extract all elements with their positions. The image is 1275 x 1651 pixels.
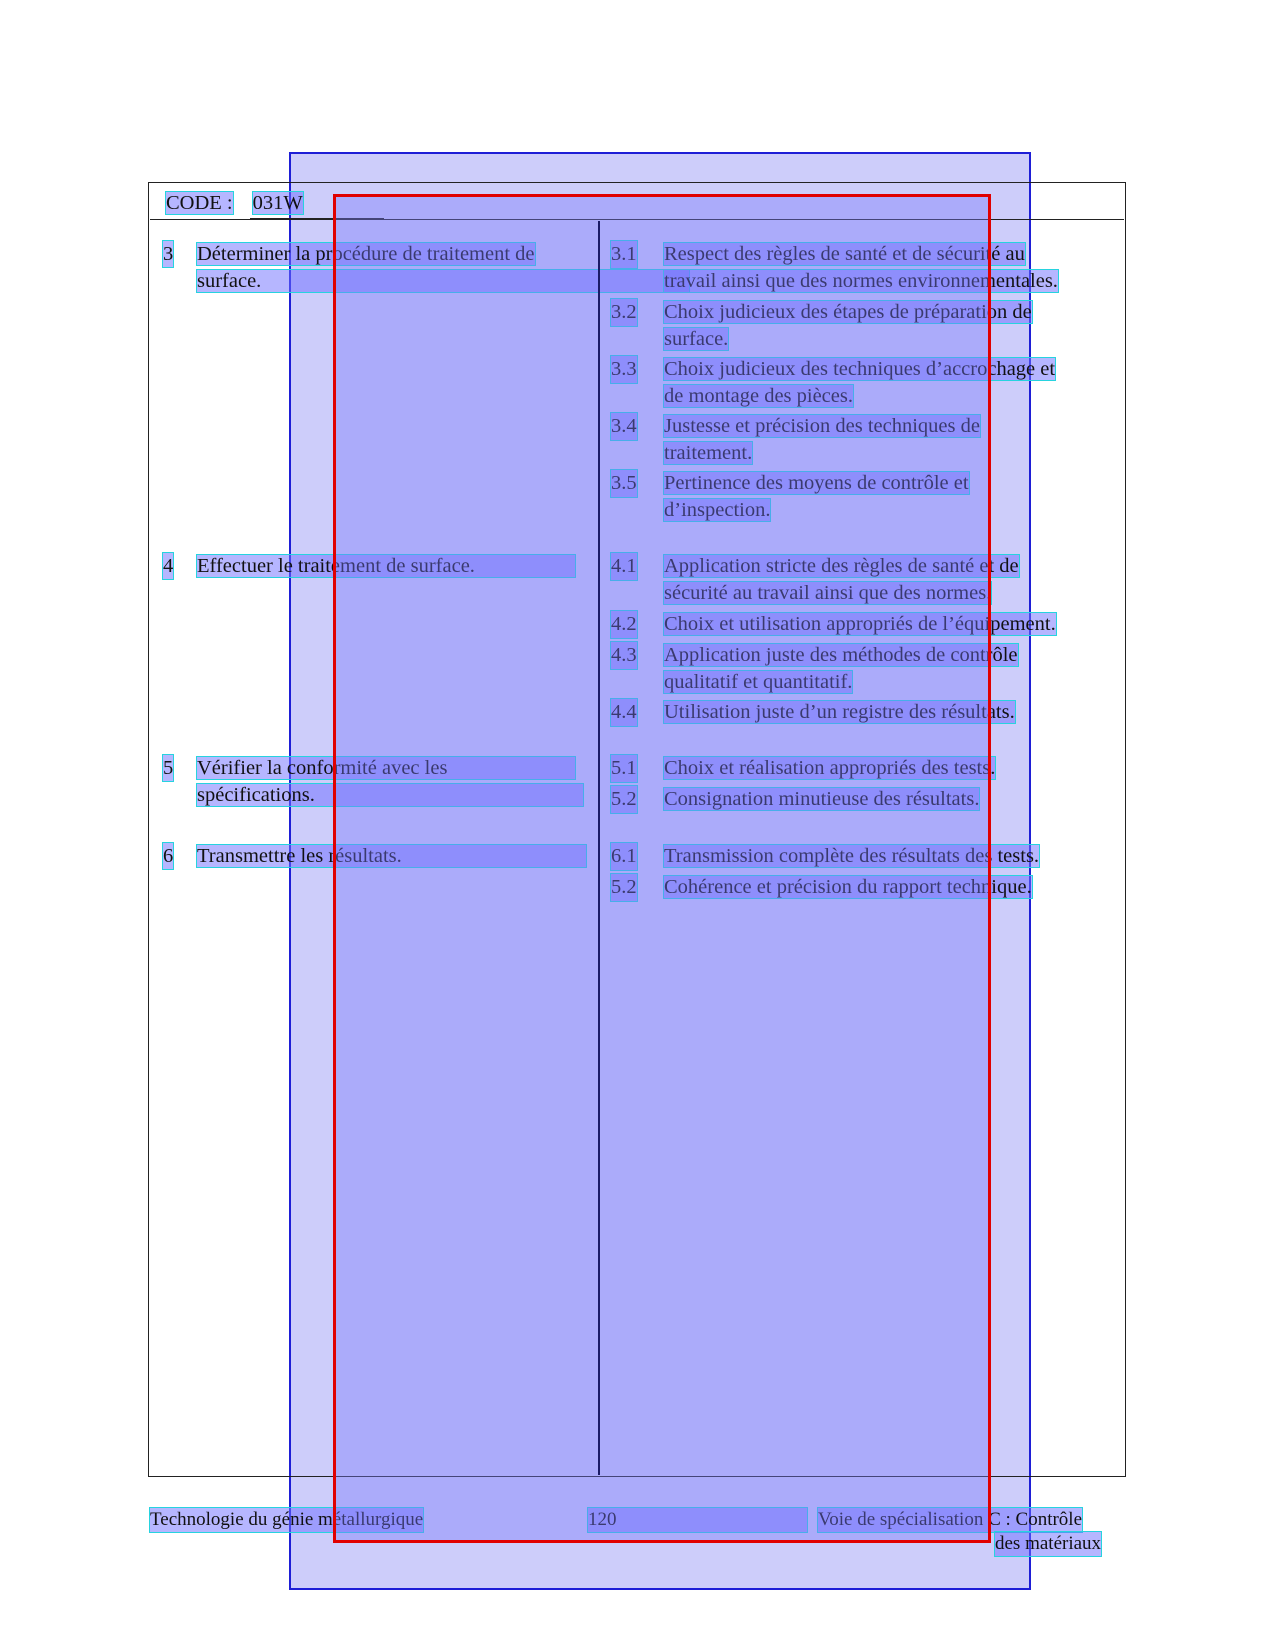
code-label: CODE : [166,192,233,214]
annotation-inner-box [333,194,991,1543]
criterion-number: 6.1 [611,843,637,870]
criterion-number: 4.1 [611,553,637,580]
criterion-text: Choix et utilisation appropriés de l’équipement. [664,613,1056,635]
criterion-number: 5.2 [611,874,637,901]
criterion-text: Application stricte des règles de santé et de sécurité au travail ainsi que des normes. [664,555,1019,604]
footer-page-number: 120 [588,1508,807,1532]
criterion-number: 4.2 [611,611,637,638]
criterion-number: 3.1 [611,241,637,268]
criterion-number: 5.2 [611,786,637,813]
criterion-text: Transmission complète des résultats des tests. [664,845,1040,867]
code-header [166,190,303,216]
element-number: 4 [163,555,174,577]
footer-left: Technologie du génie métallurgique [150,1509,424,1530]
criterion-text: Utilisation juste d’un registre des résultats. [664,701,1015,723]
criterion-number: 4.4 [611,699,637,726]
element-number: 6 [163,845,174,867]
element-text: Vérifier la conformité avec les spécifications. [197,755,583,809]
criterion-number: 5.1 [611,755,637,782]
criterion-text: Pertinence des moyens de contrôle et d’inspection. [664,472,969,521]
element-number: 3 [163,243,174,265]
footer-right-line2: des matériaux [995,1533,1102,1554]
element-line: Déterminer la procédure de traitement de [197,243,535,265]
criterion-text: Justesse et précision des techniques de traitement. [664,415,980,464]
criterion-number: 3.3 [611,356,637,383]
criterion-text: Consignation minutieuse des résultats. [664,788,980,810]
criterion-text: Respect des règles de santé et de sécurité au travail ainsi que des normes environnementales. [664,243,1058,292]
element-text: Effectuer le traitement de surface. [197,553,575,580]
element-text: Transmettre les résultats. [197,843,586,870]
criterion-text: Cohérence et précision du rapport technique. [664,876,1032,898]
criterion-text: Application juste des méthodes de contrôle qualitatif et quantitatif. [664,644,1018,693]
column-divider [598,221,600,1475]
footer-right-line1: Voie de spécialisation C : Contrôle [818,1509,1083,1530]
criterion-number: 4.3 [611,642,637,669]
element-line: surface. [197,268,689,295]
criterion-number: 3.5 [611,470,637,497]
criterion-number: 3.4 [611,413,637,440]
element-number: 5 [163,757,174,779]
criterion-text: Choix judicieux des étapes de préparation de surface. [664,301,1032,350]
criterion-number: 3.2 [611,299,637,326]
criterion-text: Choix judicieux des techniques d’accrochage et de montage des pièces. [664,358,1056,407]
criterion-text: Choix et réalisation appropriés des tests. [664,757,996,779]
code-value: 031W [252,192,303,214]
